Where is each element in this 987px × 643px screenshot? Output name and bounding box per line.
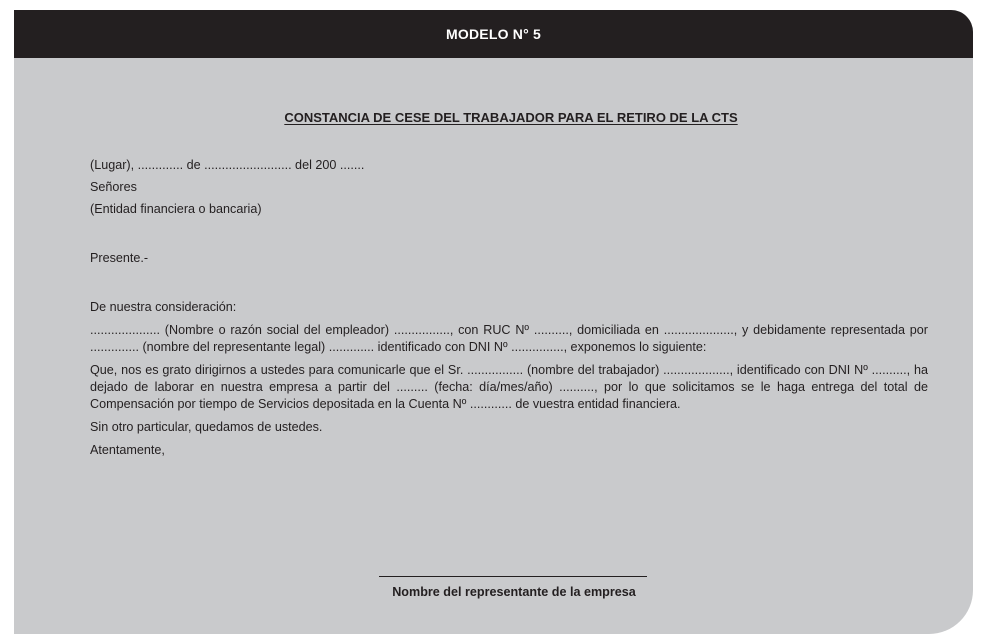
- document-title: CONSTANCIA DE CESE DEL TRABAJADOR PARA EL RETIRO DE LA CTS: [284, 110, 738, 125]
- paragraph-employer: .................... (Nombre o razón social del empleador) ................, con RUC Nº .........., domiciliada en ...................., y debidamente representada por .............. (nombre del representante legal) ............. identificado con DNI Nº ..............., exponemos lo siguiente:: [90, 323, 928, 354]
- model-title: MODELO N° 5: [446, 26, 541, 42]
- signature-line: [379, 576, 647, 577]
- paragraph-request: Que, nos es grato dirigirnos a ustedes para comunicarle que el Sr. ................ (nombre del trabajador) ..................., identificado con DNI Nº .........., ha dejado de laborar en nuestra empresa a partir del ......... (fecha: día/mes/año) .........., por lo que solicitamos se le haga entrega del total de Compensación por tiempo de Servicios depositada en la Cuenta Nº ............ de vuestra entidad financiera.: [90, 363, 928, 411]
- greeting: De nuestra consideración:: [90, 300, 237, 314]
- salutation: Señores: [90, 180, 137, 194]
- signature-label: Nombre del representante de la empresa: [392, 585, 636, 599]
- place-date-line: (Lugar), ............. de ......................... del 200 .......: [90, 158, 365, 172]
- recipient: (Entidad financiera o bancaria): [90, 202, 262, 216]
- presente-line: Presente.-: [90, 251, 149, 265]
- model-header: [14, 10, 973, 58]
- document-card: [14, 10, 973, 634]
- document-body: [14, 109, 973, 459]
- closing-line: Sin otro particular, quedamos de ustedes.: [90, 420, 323, 434]
- sign-off: Atentamente,: [90, 443, 165, 457]
